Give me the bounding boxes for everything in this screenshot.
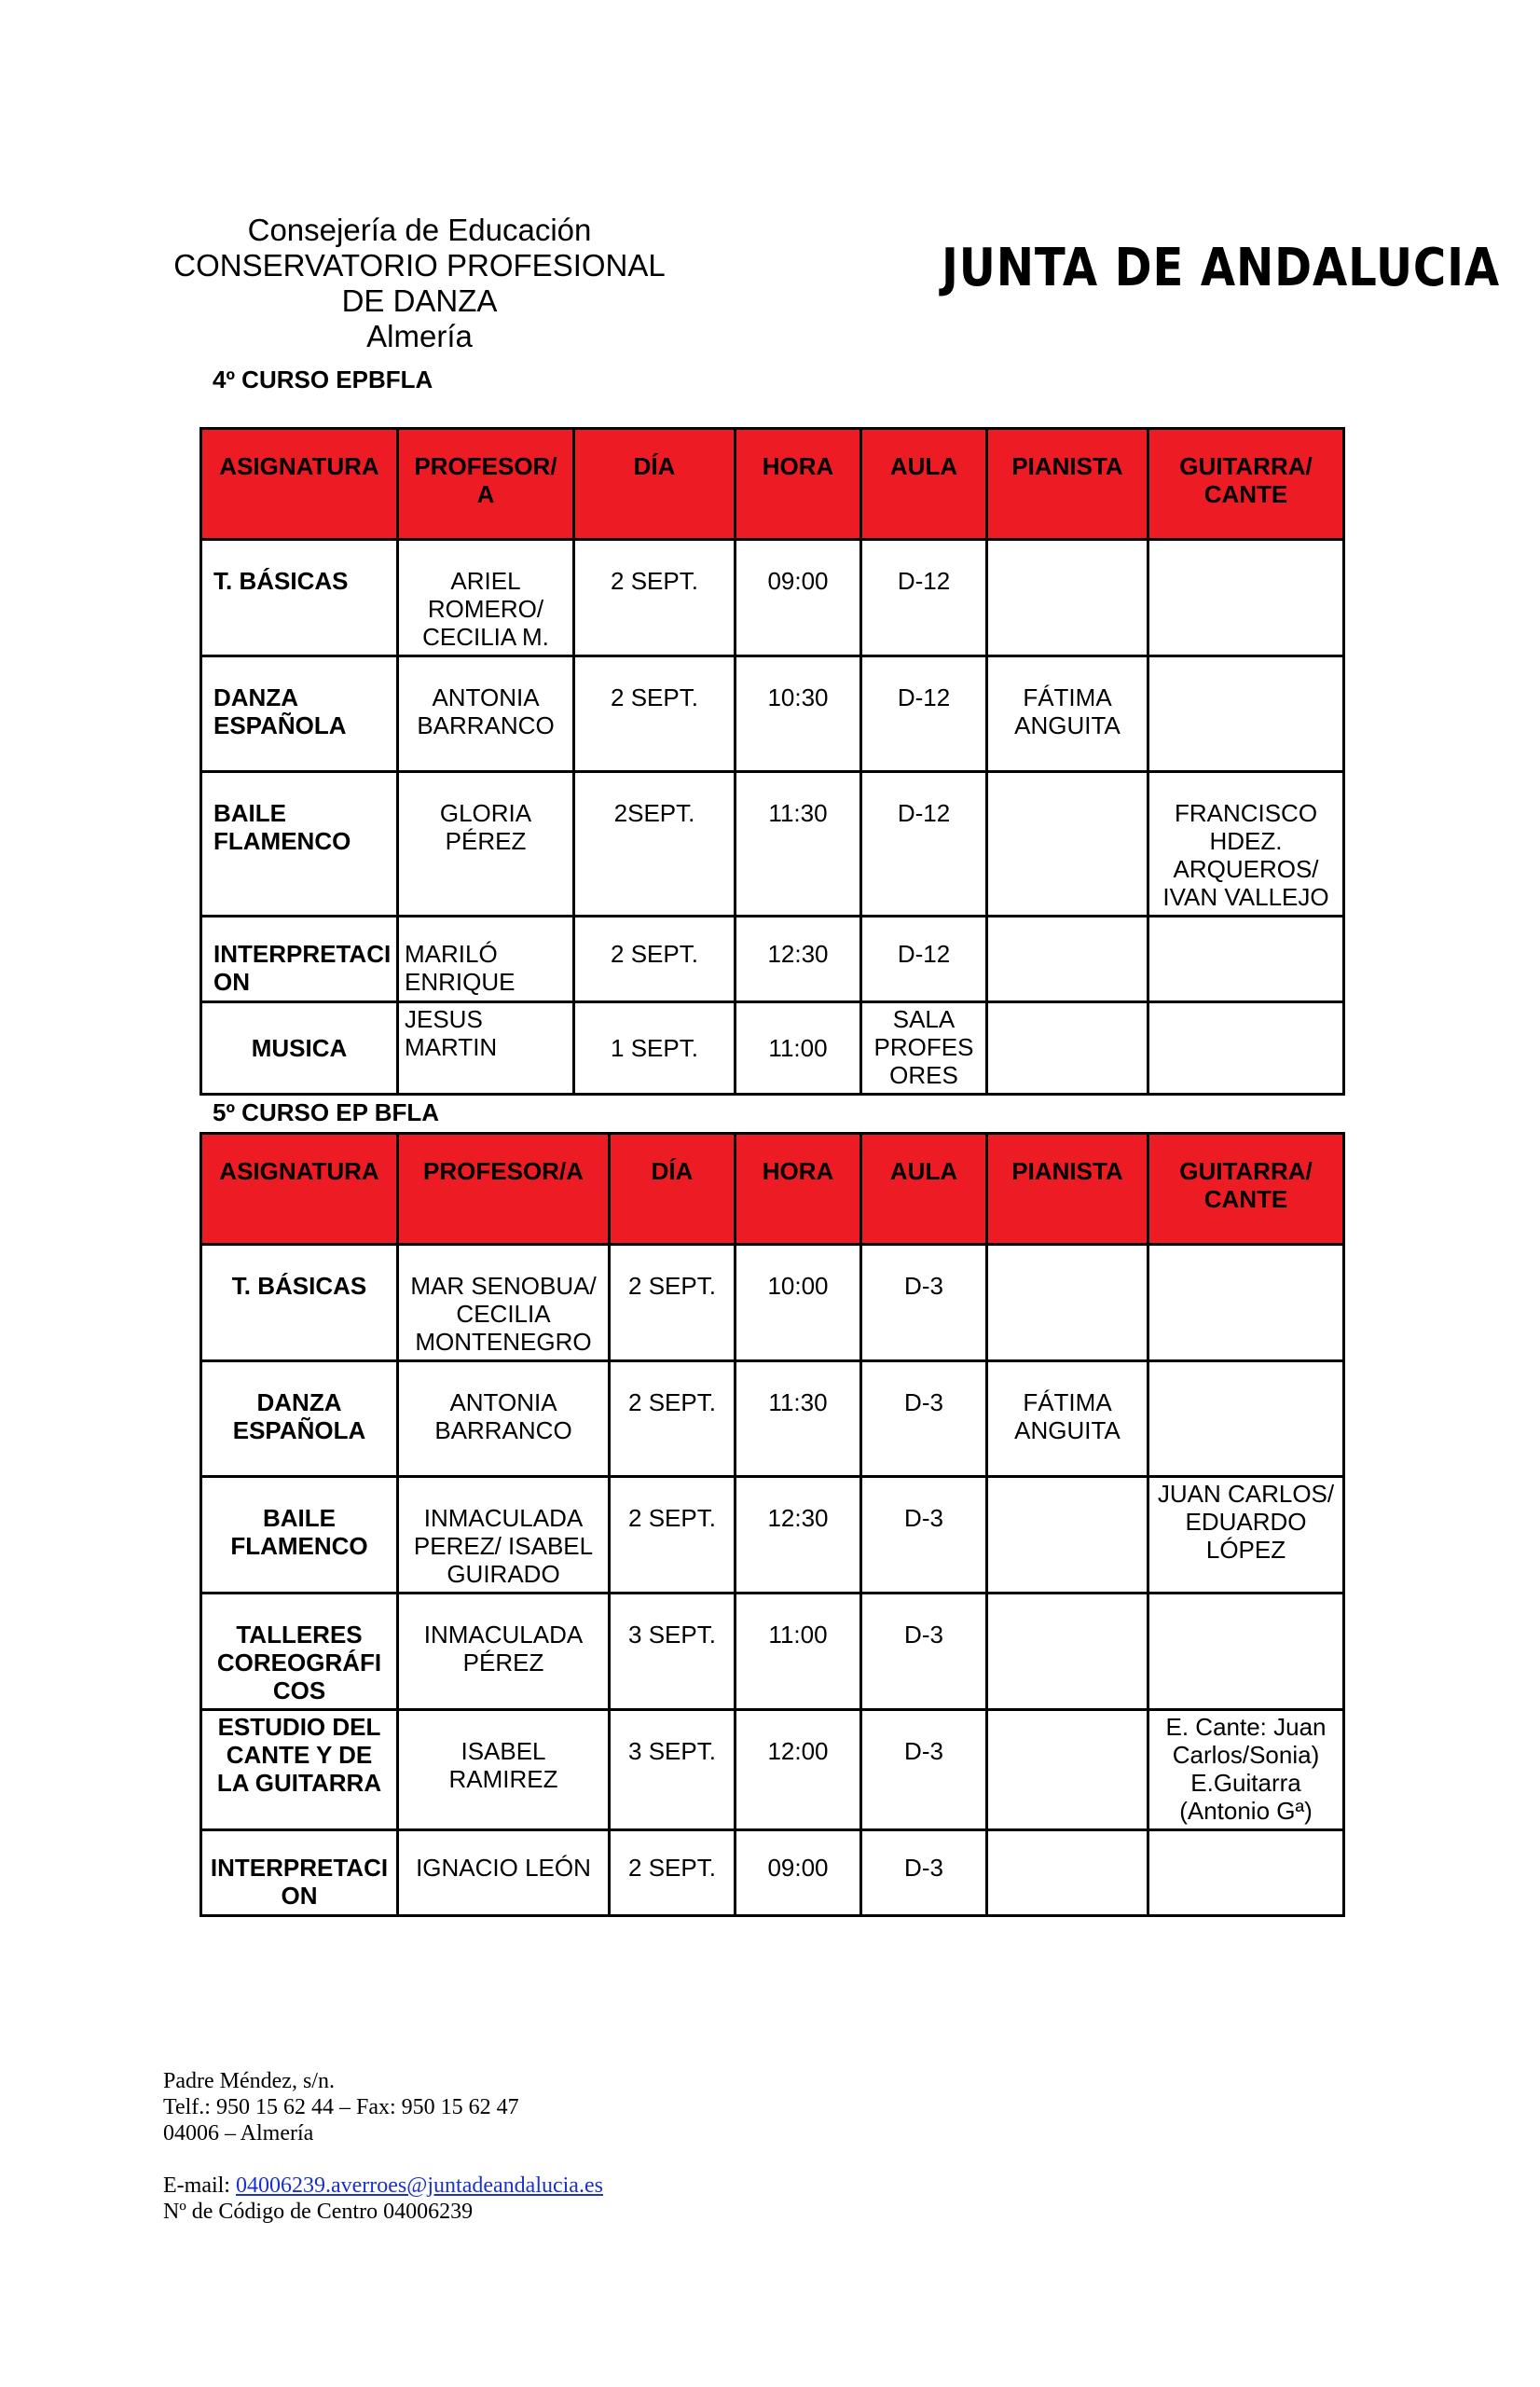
teacher-cell: JESUS MARTIN [398, 1002, 574, 1095]
room-cell: D-3 [861, 1830, 987, 1916]
time-cell: 10:00 [736, 1245, 861, 1361]
conservatory-line-2: DE DANZA [341, 283, 498, 318]
day-cell: 2 SEPT. [574, 656, 736, 772]
subject-cell: DANZA ESPAÑOLA [201, 656, 398, 772]
junta-andalucia-logo: JUNTA DE ANDALUCIA [942, 238, 1501, 298]
room-cell: D-3 [861, 1245, 987, 1361]
room-cell: D-12 [861, 656, 987, 772]
day-cell: 2SEPT. [574, 772, 736, 917]
col-header: GUITARRA/ CANTE [1148, 1134, 1344, 1245]
subject-cell: INTERPRETACI ON [201, 917, 398, 1002]
col-header: HORA [736, 1134, 861, 1245]
subject-cell: T. BÁSICAS [201, 1245, 398, 1361]
table-row [201, 917, 1344, 1002]
room-cell: D-3 [861, 1361, 987, 1477]
time-cell: 09:00 [736, 1830, 861, 1916]
col-header: AULA [861, 429, 987, 540]
table-row [201, 1245, 1344, 1361]
day-cell: 2 SEPT. [574, 540, 736, 656]
teacher-cell: ANTONIA BARRANCO [398, 1361, 610, 1477]
pianist-cell [987, 772, 1148, 917]
guitar-cell [1148, 1830, 1344, 1916]
guitar-cell [1148, 656, 1344, 772]
table-row [201, 1830, 1344, 1916]
time-cell: 11:00 [736, 1594, 861, 1710]
course-5-title: 5º CURSO EP BFLA [213, 1098, 440, 1126]
guitar-cell [1148, 1361, 1344, 1477]
pianist-cell [987, 1002, 1148, 1095]
letterhead [158, 213, 681, 354]
col-header: PIANISTA [987, 429, 1148, 540]
time-cell: 12:30 [736, 1477, 861, 1594]
room-cell: D-12 [861, 772, 987, 917]
room-cell: SALA PROFES ORES [861, 1002, 987, 1095]
table-header-row [201, 1134, 1344, 1245]
room-cell: D-12 [861, 540, 987, 656]
guitar-cell [1148, 1002, 1344, 1095]
table-row [201, 1361, 1344, 1477]
time-cell: 12:30 [736, 917, 861, 1002]
teacher-cell: INMACULADA PÉREZ [398, 1594, 610, 1710]
subject-cell: ESTUDIO DEL CANTE Y DE LA GUITARRA [201, 1710, 398, 1830]
teacher-cell: MARILÓ ENRIQUE [398, 917, 574, 1002]
col-header: HORA [736, 429, 861, 540]
room-cell: D-3 [861, 1594, 987, 1710]
col-header: DÍA [574, 429, 736, 540]
table-row [201, 1002, 1344, 1095]
col-header: PROFESOR/A [398, 1134, 610, 1245]
footer-email-label: E-mail: [163, 2173, 236, 2198]
day-cell: 3 SEPT. [610, 1710, 736, 1830]
time-cell: 12:00 [736, 1710, 861, 1830]
table-row [201, 540, 1344, 656]
guitar-cell [1148, 540, 1344, 656]
conservatory-line: CONSERVATORIO PROFESIONAL [173, 248, 666, 283]
teacher-cell: ANTONIA BARRANCO [398, 656, 574, 772]
time-cell: 11:30 [736, 1361, 861, 1477]
teacher-cell: ARIEL ROMERO/ CECILIA M. [398, 540, 574, 656]
col-header: DÍA [610, 1134, 736, 1245]
room-cell: D-3 [861, 1710, 987, 1830]
table-header-row [201, 429, 1344, 540]
guitar-cell: FRANCISCO HDEZ. ARQUEROS/ IVAN VALLEJO [1148, 772, 1344, 917]
teacher-cell: IGNACIO LEÓN [398, 1830, 610, 1916]
course-4-table [199, 427, 1345, 1096]
teacher-cell: ISABEL RAMIREZ [398, 1710, 610, 1830]
room-cell: D-12 [861, 917, 987, 1002]
subject-cell: DANZA ESPAÑOLA [201, 1361, 398, 1477]
pianist-cell [987, 1245, 1148, 1361]
subject-cell: INTERPRETACI ON [201, 1830, 398, 1916]
footer-center-code: Nº de Código de Centro 04006239 [163, 2200, 474, 2224]
guitar-cell [1148, 1245, 1344, 1361]
day-cell: 3 SEPT. [610, 1594, 736, 1710]
email-link[interactable]: 04006239.averroes@juntadeandalucia.es [235, 2173, 603, 2198]
subject-cell: T. BÁSICAS [201, 540, 398, 656]
col-header: PROFESOR/ A [398, 429, 574, 540]
day-cell: 2 SEPT. [610, 1245, 736, 1361]
time-cell: 09:00 [736, 540, 861, 656]
table-row [201, 1710, 1344, 1830]
pianist-cell: FÁTIMA ANGUITA [987, 656, 1148, 772]
guitar-cell [1148, 917, 1344, 1002]
footer-email-line [163, 2173, 603, 2199]
teacher-cell: INMACULADA PEREZ/ ISABEL GUIRADO [398, 1477, 610, 1594]
teacher-cell: GLORIA PÉREZ [398, 772, 574, 917]
course-5-table [199, 1132, 1345, 1917]
table-row [201, 656, 1344, 772]
footer-city: 04006 – Almería [163, 2121, 314, 2146]
pianist-cell: FÁTIMA ANGUITA [987, 1361, 1148, 1477]
pianist-cell [987, 1830, 1148, 1916]
col-header: ASIGNATURA [201, 429, 398, 540]
pianist-cell [987, 1594, 1148, 1710]
col-header: AULA [861, 1134, 987, 1245]
col-header: ASIGNATURA [201, 1134, 398, 1245]
table-row [201, 1594, 1344, 1710]
table-row [201, 1477, 1344, 1594]
pianist-cell [987, 1710, 1148, 1830]
ministry-line: Consejería de Educación [247, 213, 592, 247]
subject-cell: MUSICA [201, 1002, 398, 1095]
course-4-title: 4º CURSO EPBFLA [213, 366, 433, 393]
footer-contact [163, 2068, 603, 2225]
guitar-cell [1148, 1594, 1344, 1710]
footer-address: Padre Méndez, s/n. [163, 2069, 335, 2093]
day-cell: 1 SEPT. [574, 1002, 736, 1095]
table-row [201, 772, 1344, 917]
city-line: Almería [366, 319, 473, 353]
pianist-cell [987, 1477, 1148, 1594]
teacher-cell: MAR SENOBUA/ CECILIA MONTENEGRO [398, 1245, 610, 1361]
pianist-cell [987, 917, 1148, 1002]
day-cell: 2 SEPT. [610, 1361, 736, 1477]
day-cell: 2 SEPT. [574, 917, 736, 1002]
time-cell: 11:00 [736, 1002, 861, 1095]
day-cell: 2 SEPT. [610, 1477, 736, 1594]
pianist-cell [987, 540, 1148, 656]
day-cell: 2 SEPT. [610, 1830, 736, 1916]
col-header: PIANISTA [987, 1134, 1148, 1245]
subject-cell: BAILE FLAMENCO [201, 772, 398, 917]
time-cell: 11:30 [736, 772, 861, 917]
subject-cell: BAILE FLAMENCO [201, 1477, 398, 1594]
room-cell: D-3 [861, 1477, 987, 1594]
guitar-cell: JUAN CARLOS/ EDUARDO LÓPEZ [1148, 1477, 1344, 1594]
time-cell: 10:30 [736, 656, 861, 772]
footer-phone: Telf.: 950 15 62 44 – Fax: 950 15 62 47 [163, 2095, 519, 2119]
guitar-cell: E. Cante: Juan Carlos/Sonia) E.Guitarra (Antonio Gª) [1148, 1710, 1344, 1830]
subject-cell: TALLERES COREOGRÁFI COS [201, 1594, 398, 1710]
col-header: GUITARRA/ CANTE [1148, 429, 1344, 540]
